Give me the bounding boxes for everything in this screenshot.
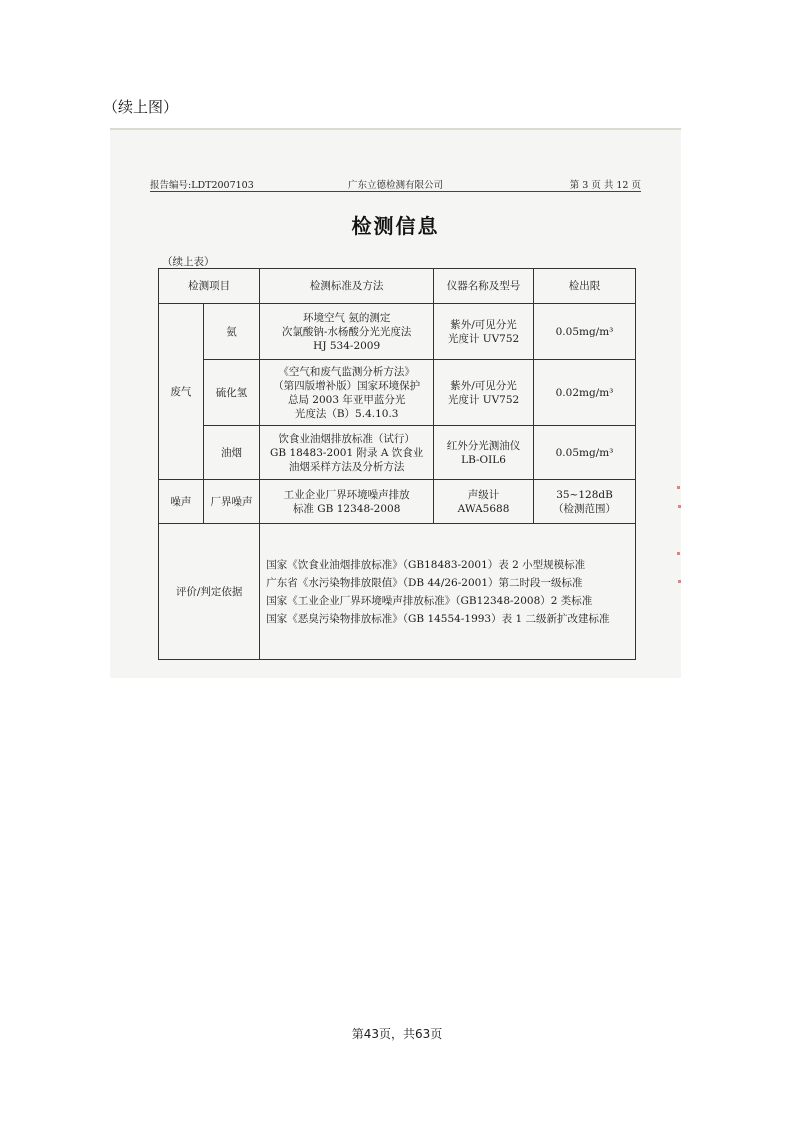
method-h2s	[260, 360, 434, 426]
item-ammonia: 氨	[203, 304, 260, 360]
page-info: 第 3 页 共 12 页	[569, 180, 641, 191]
company-name: 广东立德检测有限公司	[347, 180, 443, 191]
table-row-noise	[159, 480, 636, 524]
table-continued-note: （续上表）	[162, 256, 215, 268]
method-line: 环境空气 氨的测定	[302, 311, 391, 324]
limit-ammonia: 0.05mg/m³	[534, 304, 636, 360]
limit-line: （检测范围）	[553, 502, 616, 515]
scan-edge-mark	[678, 505, 681, 508]
report-header	[150, 177, 641, 192]
instrument-line: AWA5688	[457, 502, 510, 515]
header-method: 检测标准及方法	[260, 269, 434, 304]
instrument-line: LB-OIL6	[461, 453, 506, 466]
method-line: 总局 2003 年亚甲蓝分光	[287, 393, 406, 406]
scan-edge-mark	[677, 552, 680, 555]
method-oil-fume	[260, 426, 434, 480]
instrument-line: 红外分光测油仪	[446, 439, 521, 452]
header-instrument: 仪器名称及型号	[434, 269, 534, 304]
limit-oil-fume: 0.05mg/m³	[534, 426, 636, 480]
limit-noise	[534, 480, 636, 524]
table-header-row	[159, 269, 636, 304]
instrument-noise	[434, 480, 534, 524]
table-row-h2s	[159, 360, 636, 426]
instrument-line: 紫外/可见分光	[450, 379, 517, 392]
method-line: 饮食业油烟排放标准（试行）	[278, 432, 415, 445]
evaluation-basis-list	[260, 524, 636, 660]
instrument-line: 光度计 UV752	[447, 332, 520, 345]
evaluation-label: 评价/判定依据	[159, 524, 260, 660]
instrument-line: 光度计 UV752	[447, 393, 520, 406]
evaluation-line: 国家《工业企业厂界环境噪声排放标准》（GB12348-2008）2 类标准	[266, 594, 593, 607]
document-page-footer: 第43页，共63页	[351, 1027, 443, 1041]
evaluation-line: 广东省《水污染物排放限值》（DB 44/26-2001）第二时段一级标准	[266, 576, 583, 589]
report-title: 检测信息	[351, 214, 440, 238]
evaluation-line: 国家《饮食业油烟排放标准》（GB18483-2001）表 2 小型规模标准	[266, 558, 586, 571]
method-line: （第四版增补版）国家环境保护	[273, 379, 421, 392]
scan-edge-mark	[678, 580, 681, 583]
limit-h2s: 0.02mg/m³	[534, 360, 636, 426]
method-line: 次氯酸钠-水杨酸分光光度法	[281, 325, 412, 338]
table-row-oil-fume	[159, 426, 636, 480]
instrument-line: 声级计	[467, 488, 500, 501]
detection-info-table	[158, 268, 636, 660]
category-noise: 噪声	[159, 480, 204, 524]
scanned-report-page	[110, 128, 681, 678]
report-number: 报告编号:LDT2007103	[150, 180, 254, 191]
method-line: 标准 GB 12348-2008	[292, 502, 401, 515]
table-row-ammonia	[159, 304, 636, 360]
item-h2s: 硫化氢	[203, 360, 260, 426]
method-line: HJ 534-2009	[313, 339, 381, 352]
category-waste-gas: 废气	[159, 304, 204, 480]
method-line: 光度法（B）5.4.10.3	[294, 407, 399, 420]
instrument-line: 紫外/可见分光	[450, 318, 517, 331]
item-oil-fume: 油烟	[203, 426, 260, 480]
method-noise	[260, 480, 434, 524]
header-limit: 检出限	[534, 269, 636, 304]
continued-caption: （续上图）	[103, 98, 179, 116]
table-row-evaluation	[159, 524, 636, 660]
method-line: 工业企业厂界环境噪声排放	[283, 488, 410, 501]
method-line: 《空气和废气监测分析方法》	[278, 365, 415, 378]
instrument-ammonia	[434, 304, 534, 360]
instrument-oil-fume	[434, 426, 534, 480]
limit-line: 35~128dB	[556, 488, 613, 501]
evaluation-line: 国家《恶臭污染物排放标准》（GB 14554-1993）表 1 二级新扩改建标准	[266, 612, 610, 625]
item-boundary-noise: 厂界噪声	[203, 480, 260, 524]
instrument-h2s	[434, 360, 534, 426]
method-ammonia	[260, 304, 434, 360]
method-line: 油烟采样方法及分析方法	[288, 460, 405, 473]
header-item: 检测项目	[159, 269, 260, 304]
scan-edge-mark	[677, 486, 680, 489]
method-line: GB 18483-2001 附录 A 饮食业	[270, 446, 424, 459]
